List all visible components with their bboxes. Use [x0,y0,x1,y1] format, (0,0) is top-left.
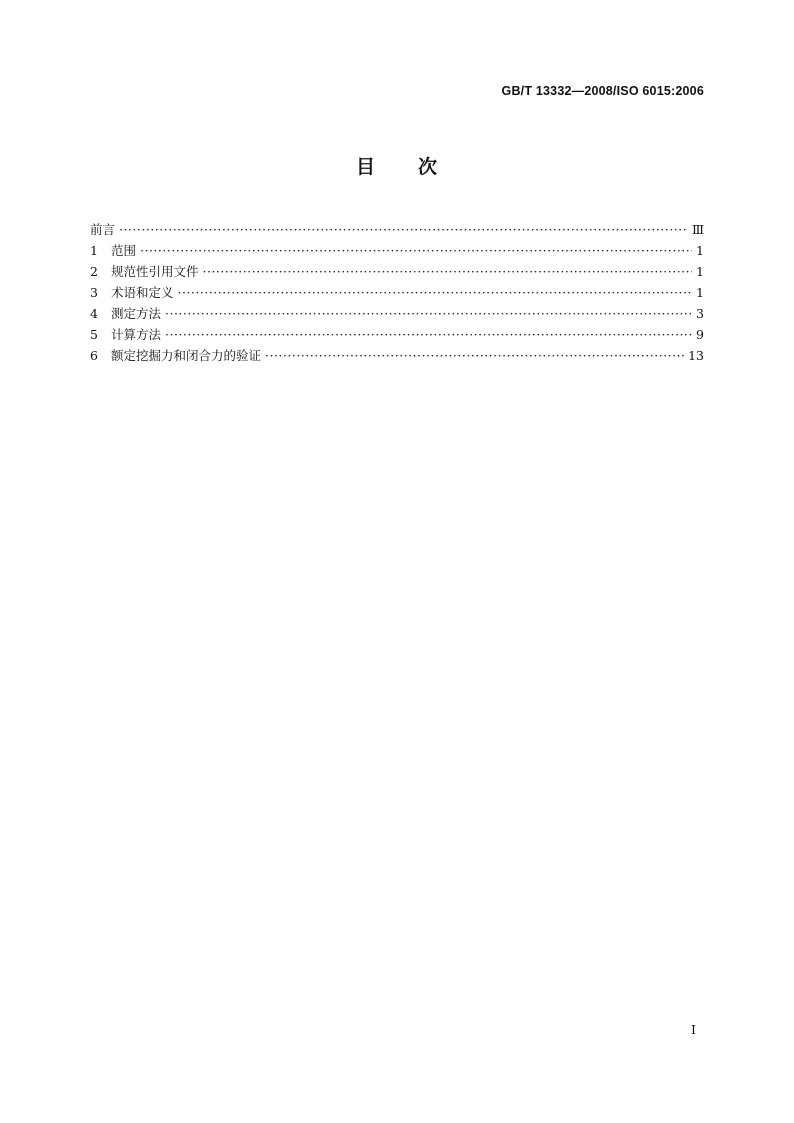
toc-entry-page: 13 [688,348,704,363]
toc-entry-calculation-method[interactable] [90,324,704,345]
toc-entry-number: 5 [90,327,98,342]
toc-entry-page: 9 [696,327,704,342]
toc-entry-label: 术语和定义 [111,285,174,300]
toc-entry-number: 1 [90,243,98,258]
page-title-char-2: 次 [418,156,439,178]
toc-entry-verification[interactable] [90,345,704,366]
toc-entry-label: 测定方法 [111,306,162,321]
toc-entry-page: 1 [696,264,704,279]
toc-entry-label: 范围 [111,243,137,258]
toc-dot-leader [165,324,692,345]
toc-entry-label: 前言 [90,222,116,237]
table-of-contents [90,219,704,366]
page-title [0,152,794,179]
toc-entry-normative-references[interactable] [90,261,704,282]
toc-entry-label: 计算方法 [111,327,162,342]
toc-entry-number: 4 [90,306,98,321]
toc-dot-leader [265,345,684,366]
toc-entry-label: 规范性引用文件 [111,264,199,279]
toc-dot-leader [203,261,692,282]
toc-entry-page: 1 [696,243,704,258]
toc-entry-foreword[interactable] [90,219,704,240]
standard-number: GB/T 13332—2008/ISO 6015:2006 [501,84,704,98]
toc-entry-number: 2 [90,264,98,279]
page-number: I [691,1022,696,1037]
toc-entry-page: Ⅲ [691,222,704,237]
toc-entry-label: 额定挖掘力和闭合力的验证 [111,348,262,363]
toc-entry-number: 3 [90,285,98,300]
toc-dot-leader [165,303,692,324]
toc-entry-scope[interactable] [90,240,704,261]
toc-entry-terms-definitions[interactable] [90,282,704,303]
toc-entry-page: 1 [696,285,704,300]
toc-dot-leader [119,219,688,240]
toc-entry-page: 3 [696,306,704,321]
toc-dot-leader [178,282,692,303]
toc-dot-leader [140,240,692,261]
toc-entry-measurement-method[interactable] [90,303,704,324]
toc-entry-number: 6 [90,348,98,363]
page-title-char-1: 目 [355,156,376,178]
